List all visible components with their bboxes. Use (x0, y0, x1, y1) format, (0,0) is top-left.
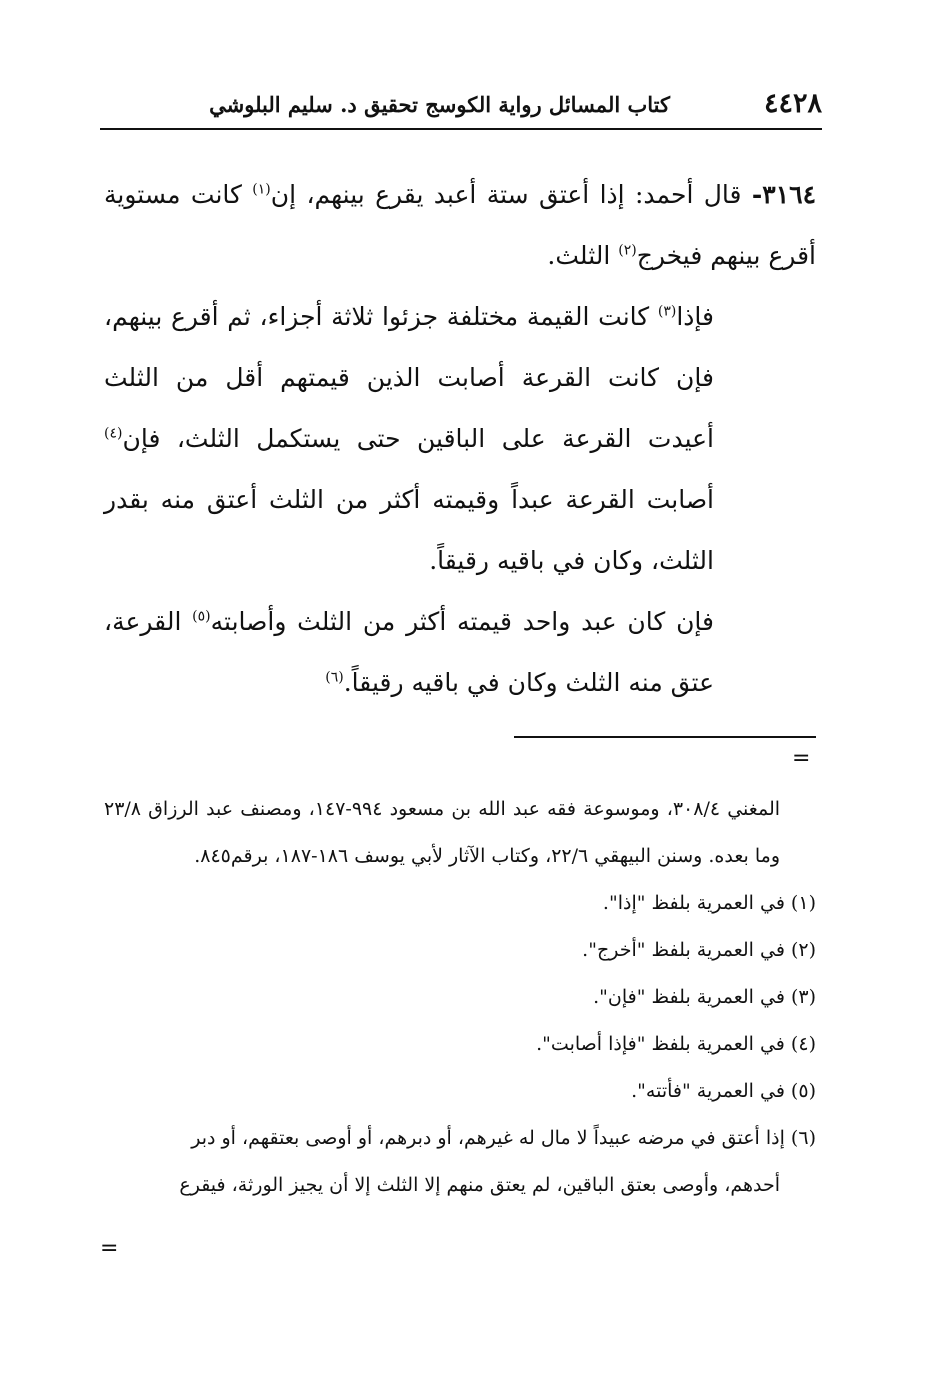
page-number: ٤٤٢٨ (763, 88, 822, 119)
paragraph-1 (104, 164, 816, 286)
header-rule (100, 128, 822, 130)
continuation-mark-bottom: = (100, 1236, 119, 1261)
paragraph-2 (104, 286, 816, 591)
footnote-6-line-1: (٦) إذا أعتق في مرضه عبيداً لا مال له غيرهم، أو دبرهم، أو أوصى بعتقهم، أو دبر (191, 1127, 816, 1149)
footnote-ref-3[interactable]: (٣) (657, 303, 677, 320)
footnote-3: (٣) في العمرية بلفظ "فإن". (593, 986, 816, 1008)
footnotes (104, 786, 816, 1209)
footnote-carryover: المغني ٣٠٨/٤، وموسوعة فقه عبد الله بن مسعود ٩٩٤-١٤٧، ومصنف عبد الرزاق ٢٣/٨ وما بعده. وسنن البيهقي ٢٢/٦، وكتاب الآثار لأبي يوسف ١٨٦-١٨٧، برقم٨٤٥. (104, 798, 781, 867)
footnote-2: (٢) في العمرية بلفظ "أخرج". (582, 939, 816, 961)
footnote-ref-2[interactable]: (٢) (618, 242, 637, 259)
paragraph-1-text-c: الثلث. (547, 241, 619, 270)
paragraph-3 (104, 591, 816, 713)
paragraph-3-text-b: القرعة، عتق منه الثلث وكان في باقيه رقيقاً. (104, 607, 714, 697)
paragraph-1-text-b: كانت مستوية أقرع بينهم فيخرج (104, 180, 816, 270)
footnote-ref-4[interactable]: (٤) (104, 425, 123, 442)
footnote-separator (514, 736, 816, 738)
entry-number: ٣١٦٤- (751, 180, 816, 209)
paragraph-2-text-a: فإذا (676, 302, 714, 331)
paragraph-2-text-c: أصابت القرعة عبداً وقيمته أكثر من الثلث أعتق منه بقدر الثلث، وكان في باقيه رقيقاً. (104, 485, 714, 575)
page-header (100, 86, 822, 126)
footnote-ref-1[interactable]: (١) (252, 181, 271, 198)
running-title: كتاب المسائل رواية الكوسج تحقيق د. سليم البلوشي (209, 92, 670, 117)
main-text (104, 164, 816, 713)
footnote-4: (٤) في العمرية بلفظ "فإذا أصابت". (536, 1033, 816, 1055)
footnote-6-line-2: أحدهم، وأوصى بعتق الباقين، لم يعتق منهم إلا الثلث إلا أن يجيز الورثة، فيقرع (179, 1174, 780, 1196)
paragraph-2-text-b: كانت القيمة مختلفة جزئوا ثلاثة أجزاء، ثم أقرع بينهم، فإن كانت القرعة أصابت الذين قيمتهم أقل من الثلث أعيدت القرعة على الباقين حتى يستكمل الثلث، فإن (104, 302, 714, 453)
paragraph-3-text-a: فإن كان عبد واحد قيمته أكثر من الثلث وأصابته (210, 607, 714, 636)
footnote-ref-6[interactable]: (٦) (325, 669, 344, 686)
paragraph-1-text-a: قال أحمد: إذا أعتق ستة أعبد يقرع بينهم، إن (270, 180, 752, 209)
footnote-6 (104, 1115, 816, 1209)
footnote-5: (٥) في العمرية "فأتته". (631, 1080, 816, 1102)
footnote-ref-5[interactable]: (٥) (192, 608, 211, 625)
footnote-1: (١) في العمرية بلفظ "إذا". (602, 892, 816, 914)
continuation-mark-top: = (792, 746, 811, 771)
